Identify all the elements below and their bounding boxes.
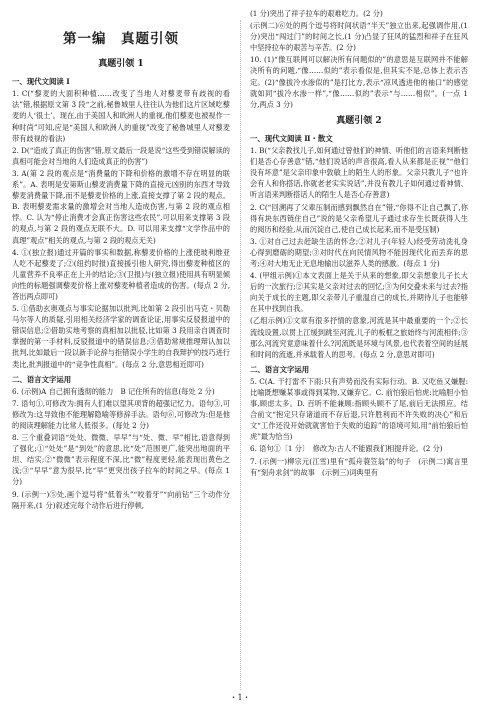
answer-item: 6. (示例)A 自己拥有透彻的能力 B 记住所有的信息(每处 2 分) [12,386,215,396]
left-column [12,10,230,512]
subsection-reading-1: 一、现代文阅读 Ⅰ [12,77,70,87]
part-title: 第一编 真题引领 [63,31,179,47]
answer-item: 6. 语句①〔1 分〕 修改为:古人不能跟我们相提并论。(2 分) [250,444,443,454]
answer-item: 8. 三个重叠词语“处处、微微、早早”与“处、微、早”相比,语意得到了强化;①“处处”是“到处”的意思,比“处”范围更广,能突出地面的平坦、结实;②“微微”表示程度不深,比“微”程度更轻,能表现出黄色之浅;③“早早”意为很早,比“早”更突出孩子拉车的时间之早。(每点 1 分) [12,433,230,487]
answer-item: 2. D(“造成了真正的伤害”错,原文最后一段是说“这些受到错误解读的真相可能会对当地的人们造成真正的伤害”) [12,145,230,166]
subsection-language-2: 二、语言文字运用 [250,364,310,374]
subsection-language-1: 二、语言文字运用 [12,374,72,384]
answer-item: 4. (甲组示例)①本文表面上是关于从来的想象,即父亲想象儿子长大后的一次旅行;②其实是父亲对过去的回忆;③为何交叠未来与过去?指向关于成长的主题,即父亲带儿子重温自己的成长,并期待儿子也能够在其中找到自我。 [250,271,468,314]
section-title-1: 真题引领 1 [98,59,144,70]
right-column [250,8,468,479]
answer-item: 5. C(A. 干打雷不下雨:只有声势而没有实际行动。B. 又吃鱼又嫌腥:比喻既想赚某事或得到某物,又嫌弃它。C. 前怕狼后怕虎:比喻胆小怕事,顾虑太多。D. 百听不能兼顾:指顾头顾不了尾,前后无法照应。结合前文“抱定只存诸道而不存后退,只许胜利而不许失败的决心”和后文“工作还没开始就就害怕于失败的追踪”的语境可知,用“前怕狼后怕虎”最为恰当) [250,376,468,442]
answer-item: 2. C(“回溯再了父辈压制而感到飘然自在”错,“你得不让自己飘了,你得有块东西链住自己”说的是父亲希望儿子通过求存生长既获得人生的阅历和经验,从而沉淀自己,使自己成长起来,而不是受压制) [250,202,468,234]
subsection-reading-2: 一、现代文阅读 Ⅱ・散文 [250,133,333,143]
answer-item: 9. (示例一)⑤处,画个逗号将“低着头”“咬着牙”“向前钻”三个动作分隔开来,(1 分)叙述完每个动作后进行停顿, [12,489,230,510]
answer-item: (1 分)突出了祥子拉车的艰难吃力。(2 分) [250,9,383,18]
answer-item: 3. ①对自己过去赶缺生活的怀念;②对儿子(年轻人)经受劳动洗礼身心得到磨砺的期望;③对时代在向民情风物不能因现代化而丢弃的思考;④对大地无止无息地输出以滋养人类的感激。(每点 1 分) [250,236,468,268]
answer-item: 1. B(“父亲教找儿子,如何通过曾他们的神情、听他们的言语来判断他们是否心存善意”错,“他们说话的声音很高,看人从来都是正视”“他们没有坏意”是父亲印象中敦敏上的陌生人的形象。父亲只教儿子“也许会有人和你搭话,你就老老实实说话”,并没有教儿子如何通过看神情、听言语来判断搭话人的陌生人是否心存善意) [250,146,468,200]
answer-item: 3. A(第 2 段的观点是“消费量的下降和价格的激增不存在明显的联系”。A. 表明是安第斯山藜麦消费量下降的直接元凶别的东西才导致藜麦消费量下降,而不是藜麦价格的上涨,直接支撑了第 2 段的观点。B. 表明藜麦需求量的激增会对当地人造成伤害,与第 2 段的观点相悖。C. 认为“停止消费才会真正伤害这些农民”,可以用来支撑第 3 段的观点,与第 2 段的观点无联不大。D. 可以用来支撑“文学作品中的真理”观点”相关的观点,与第 2 段的观点无关) [12,168,230,245]
answer-item: 4. ①(独立报)通过开篇的事实和数据,称藜麦价格的上涨使玻利维亚人吃不起藜麦了;②(纽约时报)直接援引他人研究,得出藜麦种植区的儿童营养不良率正在上升的结论;③(卫报)与(独立报)使用具有明显倾向性的标题强调藜麦价格上涨对藜麦种植者造成的伤害。(每点 2 分,答出两点即可) [12,247,230,301]
answer-item: 7. 语句①,可修改为:拥有人们难以望其项背的超强记忆力。语句③,可修改为:这导致他不能理解隐喻等修辞手法。语句⑥,可修改为:但是他的阅读理解能力比常人低很多。(每处 2 分) [12,398,230,430]
section-title-2: 真题引领 2 [336,115,382,126]
column-divider [240,20,241,690]
page-number: ・1・ [229,693,251,702]
answer-item: 5. ①借助玄奥观点与事实论据加以批判,比如第 2 段引出马克・贝勒马尔等人的质疑,引用相关经济学家的调查论证,用事实反驳报道中的错误信息;②借助实地考察的真相加以批驳,比如第 3 段用亲自调查时掌握的第一手材料,反驳报道中的错误信息;③借助常规推理辩认加以批判,比如最后一段以新手论辞与拒错误小学生的自我辩护的技巧进行类比,批判报道中的“竞争性真相”。(每点 2 分,意思相近即可) [12,304,230,369]
answer-item: 10. (1)“像互联网可以解决所有问题似的”的意思是互联网并不能解决所有的问题,“像……似的”表示看似是,但其实不是,总体上表示否定。(2)“像拔冷水渗似的”是打比方,表示“凉风透进他的袖口”的感觉就如同“拔冷水渗一样”,“像……似的”表示“与……相似”。(一点 1 分,两点 3 分) [250,55,468,109]
answer-item: (示例二)⑥处的两个逗号将时间状语“半天”独立出来,起强调作用,(1 分)突出“闯过门”的时间之长,(1 分)凸显了狂风的猛烈和祥子在狂风中坚持拉车的艰苦与辛苦。(2 分) [250,21,468,53]
answer-item: 7. (示例一)柳宗元(江雪)里有“孤舟蓑笠翁”的句子 (示例二)寓言里有“刻舟求剑”的故事 (示例三)词典里有 [250,456,468,477]
answer-item: (乙组示例)①文章有很多抒情的意象,河流是其中最重要的一个;②长流线设置,以贯上江缓到跳至河流,儿子的板框之旅始终与河流相伴;③那么河流究竟意味着什么?河流既是环境与风景,也代表着空间的延展和时间的流逝,并承载着人的思考。(每点 2 分,意思对即可) [250,316,468,359]
answer-item: 1. C(“黎麦的大面积种植……改变了当地人对藜麦带有歧视的看法”错,根据原文第 3 段“之前,秘鲁城里人往往认为他们这片区域吃藜麦的人‘很土’。现在,由于美国人和欧洲人的重视,他们藜麦也被视作一种时尚”可知,应是“美国人和欧洲人的重视”改变了秘鲁城里人对藜麦带有歧视的看法) [12,89,230,143]
